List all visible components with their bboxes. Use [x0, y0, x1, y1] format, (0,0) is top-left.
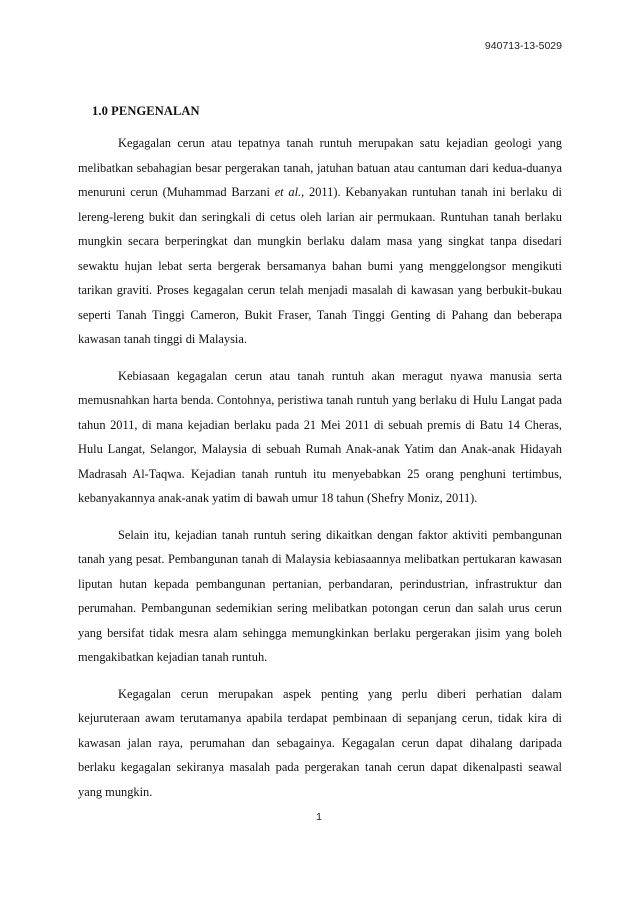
section-heading: 1.0 PENGENALAN: [92, 104, 200, 118]
paragraph-2: Kebiasaan kegagalan cerun atau tanah runtuh akan meragut nyawa manusia serta memusnahkan harta benda. Contohnya, peristiwa tanah runtuh yang berlaku di Hulu Langat pada tahun 2011, di mana kejadian berlaku pada 21 Mei 2011 di sebuah premis di Batu 14 Cheras, Hulu Langat, Selangor, Malaysia di sebuah Rumah Anak-anak Yatim dan Anak-anak Hidayah Madrasah Al-Taqwa. Kejadian tanah runtuh itu menyebabkan 25 orang penghuni tertimbus, kebanyakannya anak-anak yatim di bawah umur 18 tahun (Shefry Moniz, 2011).: [78, 368, 562, 505]
paragraph-1-text-b: , 2011). Kebanyakan runtuhan tanah ini berlaku di lereng-lereng bukit dan seringkali di cetus oleh larian air permukaan. Runtuhan tanah berlaku mungkin secara berperingkat dan mungkin berlaku dalam masa yang singkat tanpa disedari sewaktu hujan lebat serta bergerak bersamanya bahan bumi yang menggelongsor mengikuti tarikan graviti. Proses kegagalan cerun telah menjadi masalah di kawasan yang berbukit-bukau seperti Tanah Tinggi Cameron, Bukit Fraser, Tanah Tinggi Genting di Pahang dan beberapa kawasan tanah tinggi di Malaysia.: [78, 185, 562, 346]
paragraph-1-text-a: Kegagalan cerun atau tepatnya tanah runtuh merupakan satu kejadian geologi yang melibatkan sebahagian besar pergerakan tanah, jatuhan batuan atau cantuman dari kedua-duanya menuruni cerun (Muhammad Barzani: [78, 136, 562, 199]
header-document-id: 940713-13-5029: [484, 40, 562, 52]
paragraph-1-italic-et-al: et al.: [274, 185, 302, 199]
body-text: [78, 131, 562, 816]
paragraph-3: Selain itu, kejadian tanah runtuh sering dikaitkan dengan faktor aktiviti pembangunan tanah yang pesat. Pembangunan tanah di Malaysia kebiasaannya melibatkan pertukaran kawasan liputan hutan kepada pembangunan pertanian, perbandaran, perindustrian, infrastruktur dan perumahan. Pembangunan sedemikian sering melibatkan potongan cerun dan salah urus cerun yang bersifat tidak mesra alam sehingga memungkinkan berlaku pergerakan jisim yang boleh mengakibatkan kejadian tanah runtuh.: [78, 527, 562, 664]
paragraph-1: [78, 131, 562, 352]
paragraph-4: Kegagalan cerun merupakan aspek penting yang perlu diberi perhatian dalam kejuruteraan awam terutamanya apabila terdapat pembinaan di sepanjang cerun, tidak kira di kawasan jalan raya, perumahan dan sebagainya. Kegagalan cerun dapat dihalang daripada berlaku kegagalan sekiranya masalah pada pergerakan tanah cerun dapat dikenalpasti seawal yang mungkin.: [78, 686, 562, 799]
page-number: 1: [316, 811, 322, 823]
